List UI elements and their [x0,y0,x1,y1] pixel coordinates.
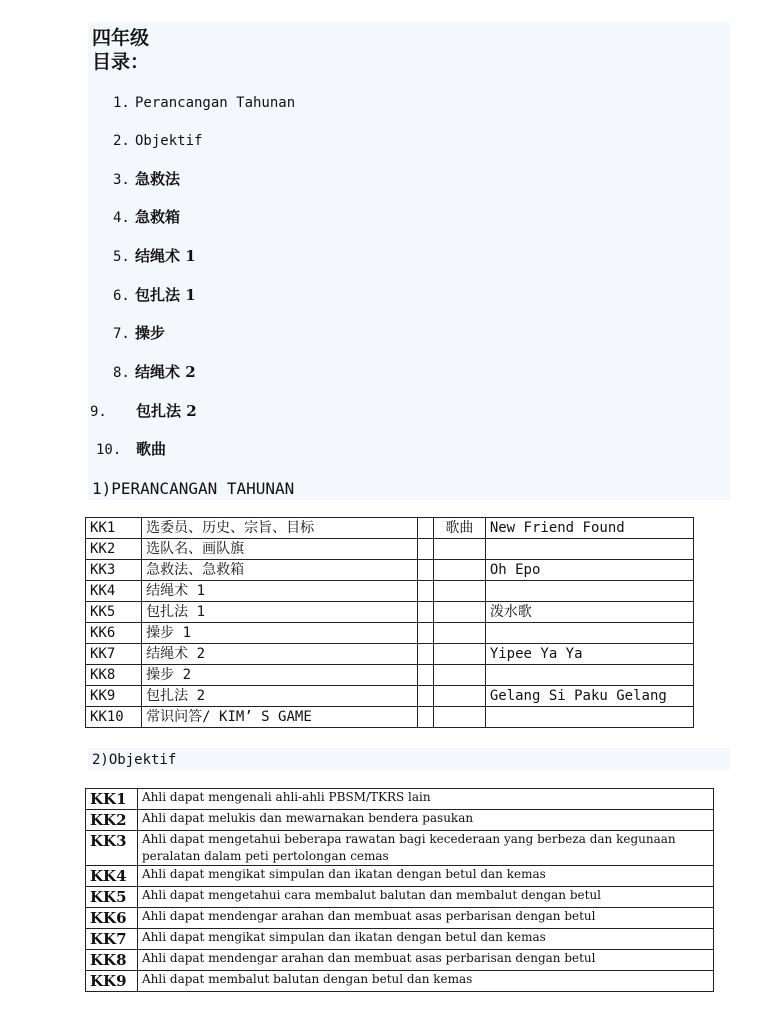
plan-song-label-cell [434,623,486,644]
plan-blank-cell [417,686,434,707]
plan-song-label-cell: 歌曲 [434,518,486,539]
toc-item [113,362,196,383]
plan-kk-cell: KK2 [86,539,142,560]
objective-code-cell: KK1 [86,789,138,810]
toc-item [113,130,202,151]
plan-kk-cell: KK6 [86,623,142,644]
plan-blank-cell [417,581,434,602]
plan-song-cell [485,539,693,560]
plan-topic-cell: 结绳术 1 [142,581,417,602]
table-row [86,686,694,707]
annual-plan-table [85,517,694,728]
toc-item-number: 7. [113,326,130,342]
table-row [86,789,714,810]
objective-text-cell: Ahli dapat mengenali ahli-ahli PBSM/TKRS lain [138,789,714,810]
plan-song-cell: New Friend Found [485,518,693,539]
objective-code-cell: KK4 [86,866,138,887]
objective-code-cell: KK2 [86,810,138,831]
plan-song-cell [485,665,693,686]
objective-text-cell: Ahli dapat mendengar arahan dan membuat asas perbarisan dengan betul [138,908,714,929]
plan-kk-cell: KK7 [86,644,142,665]
toc-item [113,207,180,228]
plan-blank-cell [417,665,434,686]
toc-item-number: 8. [113,365,130,381]
plan-kk-cell: KK4 [86,581,142,602]
objectives-table [85,788,714,992]
plan-song-cell [485,707,693,728]
objective-text-cell: Ahli dapat mengikat simpulan dan ikatan dengan betul dan kemas [138,929,714,950]
toc-item-label: 包扎法 2 [136,402,197,420]
plan-song-cell: Yipee Ya Ya [485,644,693,665]
toc-item-number: 9. [90,404,107,420]
plan-blank-cell [417,539,434,560]
toc-item-number: 3. [113,172,130,188]
toc-item [113,323,165,344]
table-row [86,929,714,950]
toc-item [90,401,197,422]
table-row [86,810,714,831]
toc-item-number: 2. [113,133,130,149]
plan-topic-cell: 操步 2 [142,665,417,686]
table-row [86,831,714,866]
toc-title: 目录： [92,51,150,73]
plan-kk-cell: KK3 [86,560,142,581]
toc-item [113,246,196,267]
plan-song-label-cell [434,602,486,623]
plan-topic-cell: 选队名、画队旗 [142,539,417,560]
section2-heading: 2)Objektif [92,752,177,768]
plan-blank-cell [417,602,434,623]
plan-song-cell [485,623,693,644]
objective-text-cell: Ahli dapat membalut balutan dengan betul dan kemas [138,971,714,992]
toc-item [96,439,166,460]
toc-item-number: 6. [113,288,130,304]
plan-kk-cell: KK5 [86,602,142,623]
objective-heading-band [88,748,730,770]
objective-code-cell: KK9 [86,971,138,992]
toc-item-label: 结绳术 1 [135,247,196,265]
objective-text-cell: Ahli dapat melukis dan mewarnakan bendera pasukan [138,810,714,831]
objective-text-cell: Ahli dapat mengetahui cara membalut balutan dan membalut dengan betul [138,887,714,908]
plan-song-cell: 泼水歌 [485,602,693,623]
table-row [86,887,714,908]
toc-item-label: Perancangan Tahunan [135,95,296,111]
table-row [86,950,714,971]
objective-code-cell: KK6 [86,908,138,929]
toc-item [113,169,180,190]
plan-song-label-cell [434,560,486,581]
grade-title: 四年级 [92,27,150,49]
plan-topic-cell: 包扎法 1 [142,602,417,623]
table-row [86,581,694,602]
plan-topic-cell: 常识问答/ KIM’ S GAME [142,707,417,728]
plan-topic-cell: 选委员、历史、宗旨、目标 [142,518,417,539]
table-row [86,866,714,887]
toc-item-label: Objektif [135,133,203,149]
table-row [86,602,694,623]
table-row [86,707,694,728]
plan-kk-cell: KK10 [86,707,142,728]
toc-item-number: 10. [96,442,122,458]
plan-song-label-cell [434,581,486,602]
plan-topic-cell: 包扎法 2 [142,686,417,707]
objective-text-cell: Ahli dapat mendengar arahan dan membuat asas perbarisan dengan betul [138,950,714,971]
plan-song-label-cell [434,644,486,665]
plan-song-cell [485,581,693,602]
toc-item-number: 4. [113,210,130,226]
toc-item-number: 5. [113,249,130,265]
table-row [86,971,714,992]
plan-song-label-cell [434,665,486,686]
objective-code-cell: KK5 [86,887,138,908]
plan-kk-cell: KK9 [86,686,142,707]
table-row [86,560,694,581]
table-row [86,623,694,644]
toc-item [113,92,295,113]
toc-item-label: 急救法 [135,170,181,188]
objective-text-cell: Ahli dapat mengetahui beberapa rawatan bagi kecederaan yang berbeza dan kegunaan peralatan dalam peti pertolongan cemas [138,831,714,866]
plan-topic-cell: 急救法、急救箱 [142,560,417,581]
objective-code-cell: KK3 [86,831,138,866]
toc-item-label: 急救箱 [135,208,181,226]
toc-item-label: 操步 [135,324,166,342]
objective-code-cell: KK8 [86,950,138,971]
plan-kk-cell: KK1 [86,518,142,539]
toc-item-label: 结绳术 2 [135,363,196,381]
toc-item-label: 包扎法 1 [135,286,196,304]
toc-item-number: 1. [113,95,130,111]
plan-song-cell: Gelang Si Paku Gelang [485,686,693,707]
table-row [86,644,694,665]
table-row [86,539,694,560]
plan-song-cell: Oh Epo [485,560,693,581]
plan-song-label-cell [434,707,486,728]
toc-item [113,285,196,306]
plan-blank-cell [417,518,434,539]
objective-code-cell: KK7 [86,929,138,950]
table-row [86,665,694,686]
plan-song-label-cell [434,686,486,707]
objective-text-cell: Ahli dapat mengikat simpulan dan ikatan dengan betul dan kemas [138,866,714,887]
plan-kk-cell: KK8 [86,665,142,686]
plan-topic-cell: 操步 1 [142,623,417,644]
plan-blank-cell [417,560,434,581]
plan-topic-cell: 结绳术 2 [142,644,417,665]
toc-item-label: 歌曲 [136,440,167,458]
table-row [86,908,714,929]
plan-blank-cell [417,707,434,728]
table-row [86,518,694,539]
plan-song-label-cell [434,539,486,560]
section1-heading: 1)PERANCANGAN TAHUNAN [92,479,295,498]
plan-blank-cell [417,623,434,644]
plan-blank-cell [417,644,434,665]
